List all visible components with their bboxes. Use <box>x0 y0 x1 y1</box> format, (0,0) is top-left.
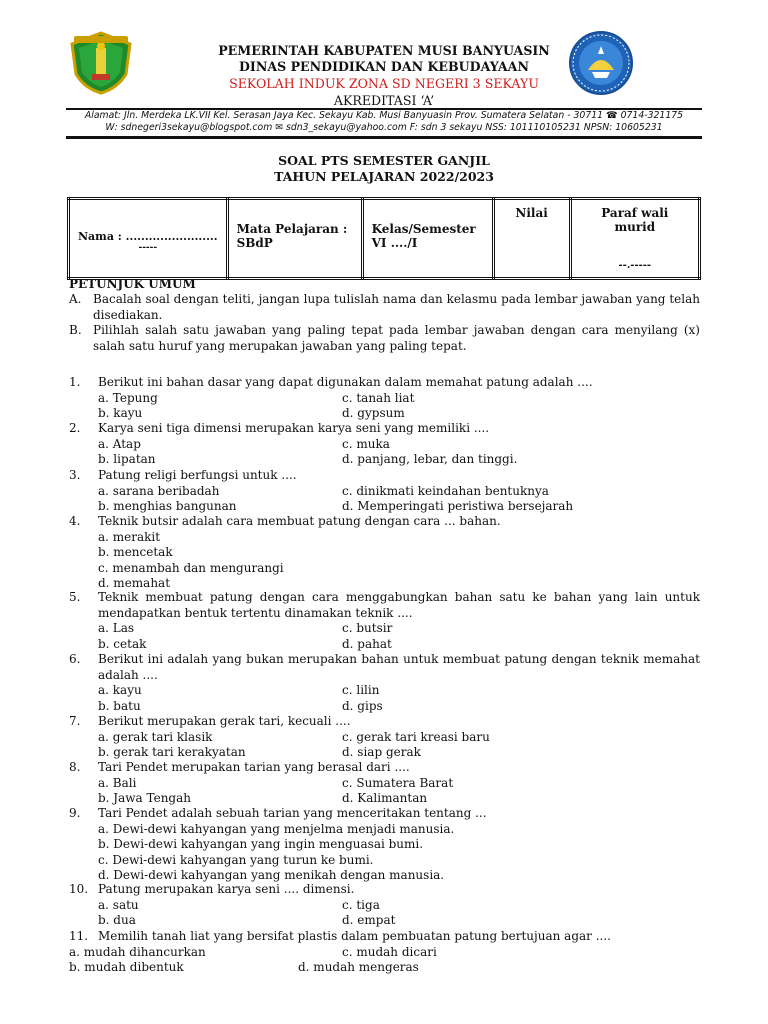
instruction-item <box>69 292 700 323</box>
option-d[interactable]: d. mudah mengeras <box>298 960 419 974</box>
score-cell <box>493 199 570 279</box>
question-9 <box>69 806 700 822</box>
question-6 <box>69 652 700 683</box>
option-b[interactable]: b. Dewi-dewi kahyangan yang ingin menguasai bumi. <box>98 837 424 851</box>
parent-signature-line: --.----- <box>618 260 652 271</box>
option-b[interactable]: b. gerak tari kerakyatan <box>98 745 246 759</box>
option-d[interactable]: d. siap gerak <box>342 745 421 759</box>
accreditation: AKREDITASI ‘A’ <box>333 93 435 108</box>
option-a[interactable]: a. Atap <box>98 436 141 451</box>
question-5 <box>69 590 700 621</box>
subject-label: Mata Pelajaran : <box>236 222 348 236</box>
name-field-cont: ----- <box>138 243 158 253</box>
option-d[interactable]: d. empat <box>342 913 396 927</box>
question-number: 10. <box>69 882 89 896</box>
class-cell <box>362 199 493 279</box>
option-b[interactable]: b. cetak <box>98 636 147 651</box>
question-7 <box>69 714 700 730</box>
option-a[interactable]: a. kayu <box>98 683 142 697</box>
question-8 <box>69 760 700 776</box>
option-a[interactable]: a. sarana beribadah <box>98 483 220 498</box>
question-text: Teknik membuat patung dengan cara menggabungkan bahan satu ke bahan yang lain untuk mendapatkan bentuk tertentu dinamakan teknik .... <box>98 590 700 620</box>
school-address: Alamat: Jln. Merdeka LK.VII Kel. Serasan Jaya Kec. Sekayu Kab. Musi Banyuasin Prov. Sumatera Selatan - 30711 ☎ 0714-321175 <box>84 110 684 121</box>
question-text: Berikut ini adalah yang bukan merupakan bahan untuk membuat patung dengan teknik memahat adalah .... <box>98 652 700 682</box>
option-c[interactable]: c. Dewi-dewi kahyangan yang turun ke bumi. <box>98 852 374 867</box>
instruction-label: A. <box>69 292 82 306</box>
option-a[interactable]: a. mudah dihancurkan <box>69 944 206 959</box>
question-text: Teknik butsir adalah cara membuat patung dengan cara ... bahan. <box>98 514 501 528</box>
option-a[interactable]: a. Las <box>98 621 135 635</box>
header-divider-bottom <box>66 136 702 139</box>
option-c[interactable]: c. dinikmati keindahan bentuknya <box>342 483 549 498</box>
option-c[interactable]: c. tanah liat <box>342 390 415 405</box>
option-c[interactable]: c. menambah dan mengurangi <box>98 560 284 575</box>
school-contacts: W: sdnegeri3sekayu@blogspot.com ✉ sdn3_sekayu@yahoo.com F: sdn 3 sekayu NSS: 101110105231 NPSN: 10605231 <box>105 122 663 133</box>
question-text: Karya seni tiga dimensi merupakan karya seni yang memiliki .... <box>98 421 490 435</box>
score-label: Nilai <box>515 206 548 220</box>
option-a[interactable]: a. Bali <box>98 775 137 790</box>
option-a[interactable]: a. gerak tari klasik <box>98 729 213 744</box>
department-name: DINAS PENDIDIKAN DAN KEBUDAYAAN <box>239 59 529 74</box>
question-number: 7. <box>69 714 81 728</box>
option-a[interactable]: a. satu <box>98 897 139 912</box>
class-value: VI ..../I <box>371 236 418 250</box>
name-field: Nama : ........................ <box>78 230 218 243</box>
parent-signature-cell <box>570 199 699 279</box>
question-1 <box>69 375 700 391</box>
class-label: Kelas/Semester <box>371 222 476 236</box>
question-2 <box>69 421 700 437</box>
option-d[interactable]: d. Memperingati peristiwa bersejarah <box>342 499 574 513</box>
question-number: 2. <box>69 421 81 435</box>
subject-cell <box>227 199 362 279</box>
option-b[interactable]: b. Jawa Tengah <box>98 791 191 805</box>
option-c[interactable]: c. muka <box>342 436 390 451</box>
question-text: Berikut ini bahan dasar yang dapat digunakan dalam memahat patung adalah .... <box>98 375 593 389</box>
exam-year: TAHUN PELAJARAN 2022/2023 <box>274 169 494 184</box>
question-number: 4. <box>69 514 81 528</box>
instructions-heading: PETUNJUK UMUM <box>69 277 196 291</box>
option-c[interactable]: c. mudah dicari <box>342 944 437 959</box>
question-text: Tari Pendet adalah sebuah tarian yang menceritakan tentang ... <box>98 806 487 820</box>
question-text: Berikut merupakan gerak tari, kecuali .... <box>98 714 351 728</box>
question-4 <box>69 514 700 530</box>
option-d[interactable]: d. panjang, lebar, dan tinggi. <box>342 452 518 466</box>
question-number: 5. <box>69 590 81 604</box>
question-number: 1. <box>69 375 81 389</box>
question-number: 8. <box>69 760 81 774</box>
school-name: SEKOLAH INDUK ZONA SD NEGERI 3 SEKAYU <box>229 76 539 91</box>
option-b[interactable]: b. batu <box>98 698 141 713</box>
option-c[interactable]: c. butsir <box>342 621 393 635</box>
option-c[interactable]: c. lilin <box>342 683 380 697</box>
instruction-label: B. <box>69 323 82 337</box>
option-b[interactable]: b. mudah dibentuk <box>69 960 184 974</box>
question-3 <box>69 468 700 484</box>
question-10 <box>69 882 700 898</box>
instruction-text: Bacalah soal dengan teliti, jangan lupa tulislah nama dan kelasmu pada lembar jawaban yang telah disediakan. <box>93 292 700 322</box>
option-b[interactable]: b. kayu <box>98 406 143 420</box>
option-b[interactable]: b. mencetak <box>98 545 173 559</box>
option-a[interactable]: a. Tepung <box>98 390 158 405</box>
parent-signature-label: Paraf wali murid <box>601 206 669 234</box>
option-d[interactable]: d. pahat <box>342 636 392 651</box>
student-info-table <box>67 197 701 280</box>
option-d[interactable]: d. Dewi-dewi kahyangan yang menikah dengan manusia. <box>98 868 445 882</box>
option-b[interactable]: b. lipatan <box>98 452 156 466</box>
question-text: Patung religi berfungsi untuk .... <box>98 468 297 482</box>
instruction-text: Pilihlah salah satu jawaban yang paling tepat pada lembar jawaban dengan cara menyilang (x) salah satu huruf yang merupakan jawaban yang paling tepat. <box>93 323 700 353</box>
option-d[interactable]: d. gips <box>342 698 383 713</box>
question-number: 11. <box>69 929 89 943</box>
option-a[interactable]: a. merakit <box>98 529 161 544</box>
question-text: Tari Pendet merupakan tarian yang berasal dari .... <box>98 760 410 774</box>
option-d[interactable]: d. memahat <box>98 576 171 590</box>
question-number: 9. <box>69 806 81 820</box>
question-11 <box>69 929 700 945</box>
question-text: Patung merupakan karya seni .... dimensi. <box>98 882 355 896</box>
option-c[interactable]: c. Sumatera Barat <box>342 775 454 790</box>
option-d[interactable]: d. Kalimantan <box>342 791 428 805</box>
option-b[interactable]: b. dua <box>98 913 136 927</box>
question-number: 3. <box>69 468 81 482</box>
option-c[interactable]: c. gerak tari kreasi baru <box>342 729 490 744</box>
option-c[interactable]: c. tiga <box>342 897 380 912</box>
instruction-item <box>69 323 700 354</box>
question-text: Memilih tanah liat yang bersifat plastis dalam pembuatan patung bertujuan agar .... <box>98 929 611 943</box>
question-number: 6. <box>69 652 81 666</box>
exam-title: SOAL PTS SEMESTER GANJIL <box>278 153 490 168</box>
option-a[interactable]: a. Dewi-dewi kahyangan yang menjelma menjadi manusia. <box>98 821 455 836</box>
subject-value: SBdP <box>236 236 273 250</box>
option-d[interactable]: d. gypsum <box>342 406 405 420</box>
name-cell[interactable] <box>69 199 228 279</box>
option-b[interactable]: b. menghias bangunan <box>98 499 237 513</box>
government-name: PEMERINTAH KABUPATEN MUSI BANYUASIN <box>218 43 550 58</box>
